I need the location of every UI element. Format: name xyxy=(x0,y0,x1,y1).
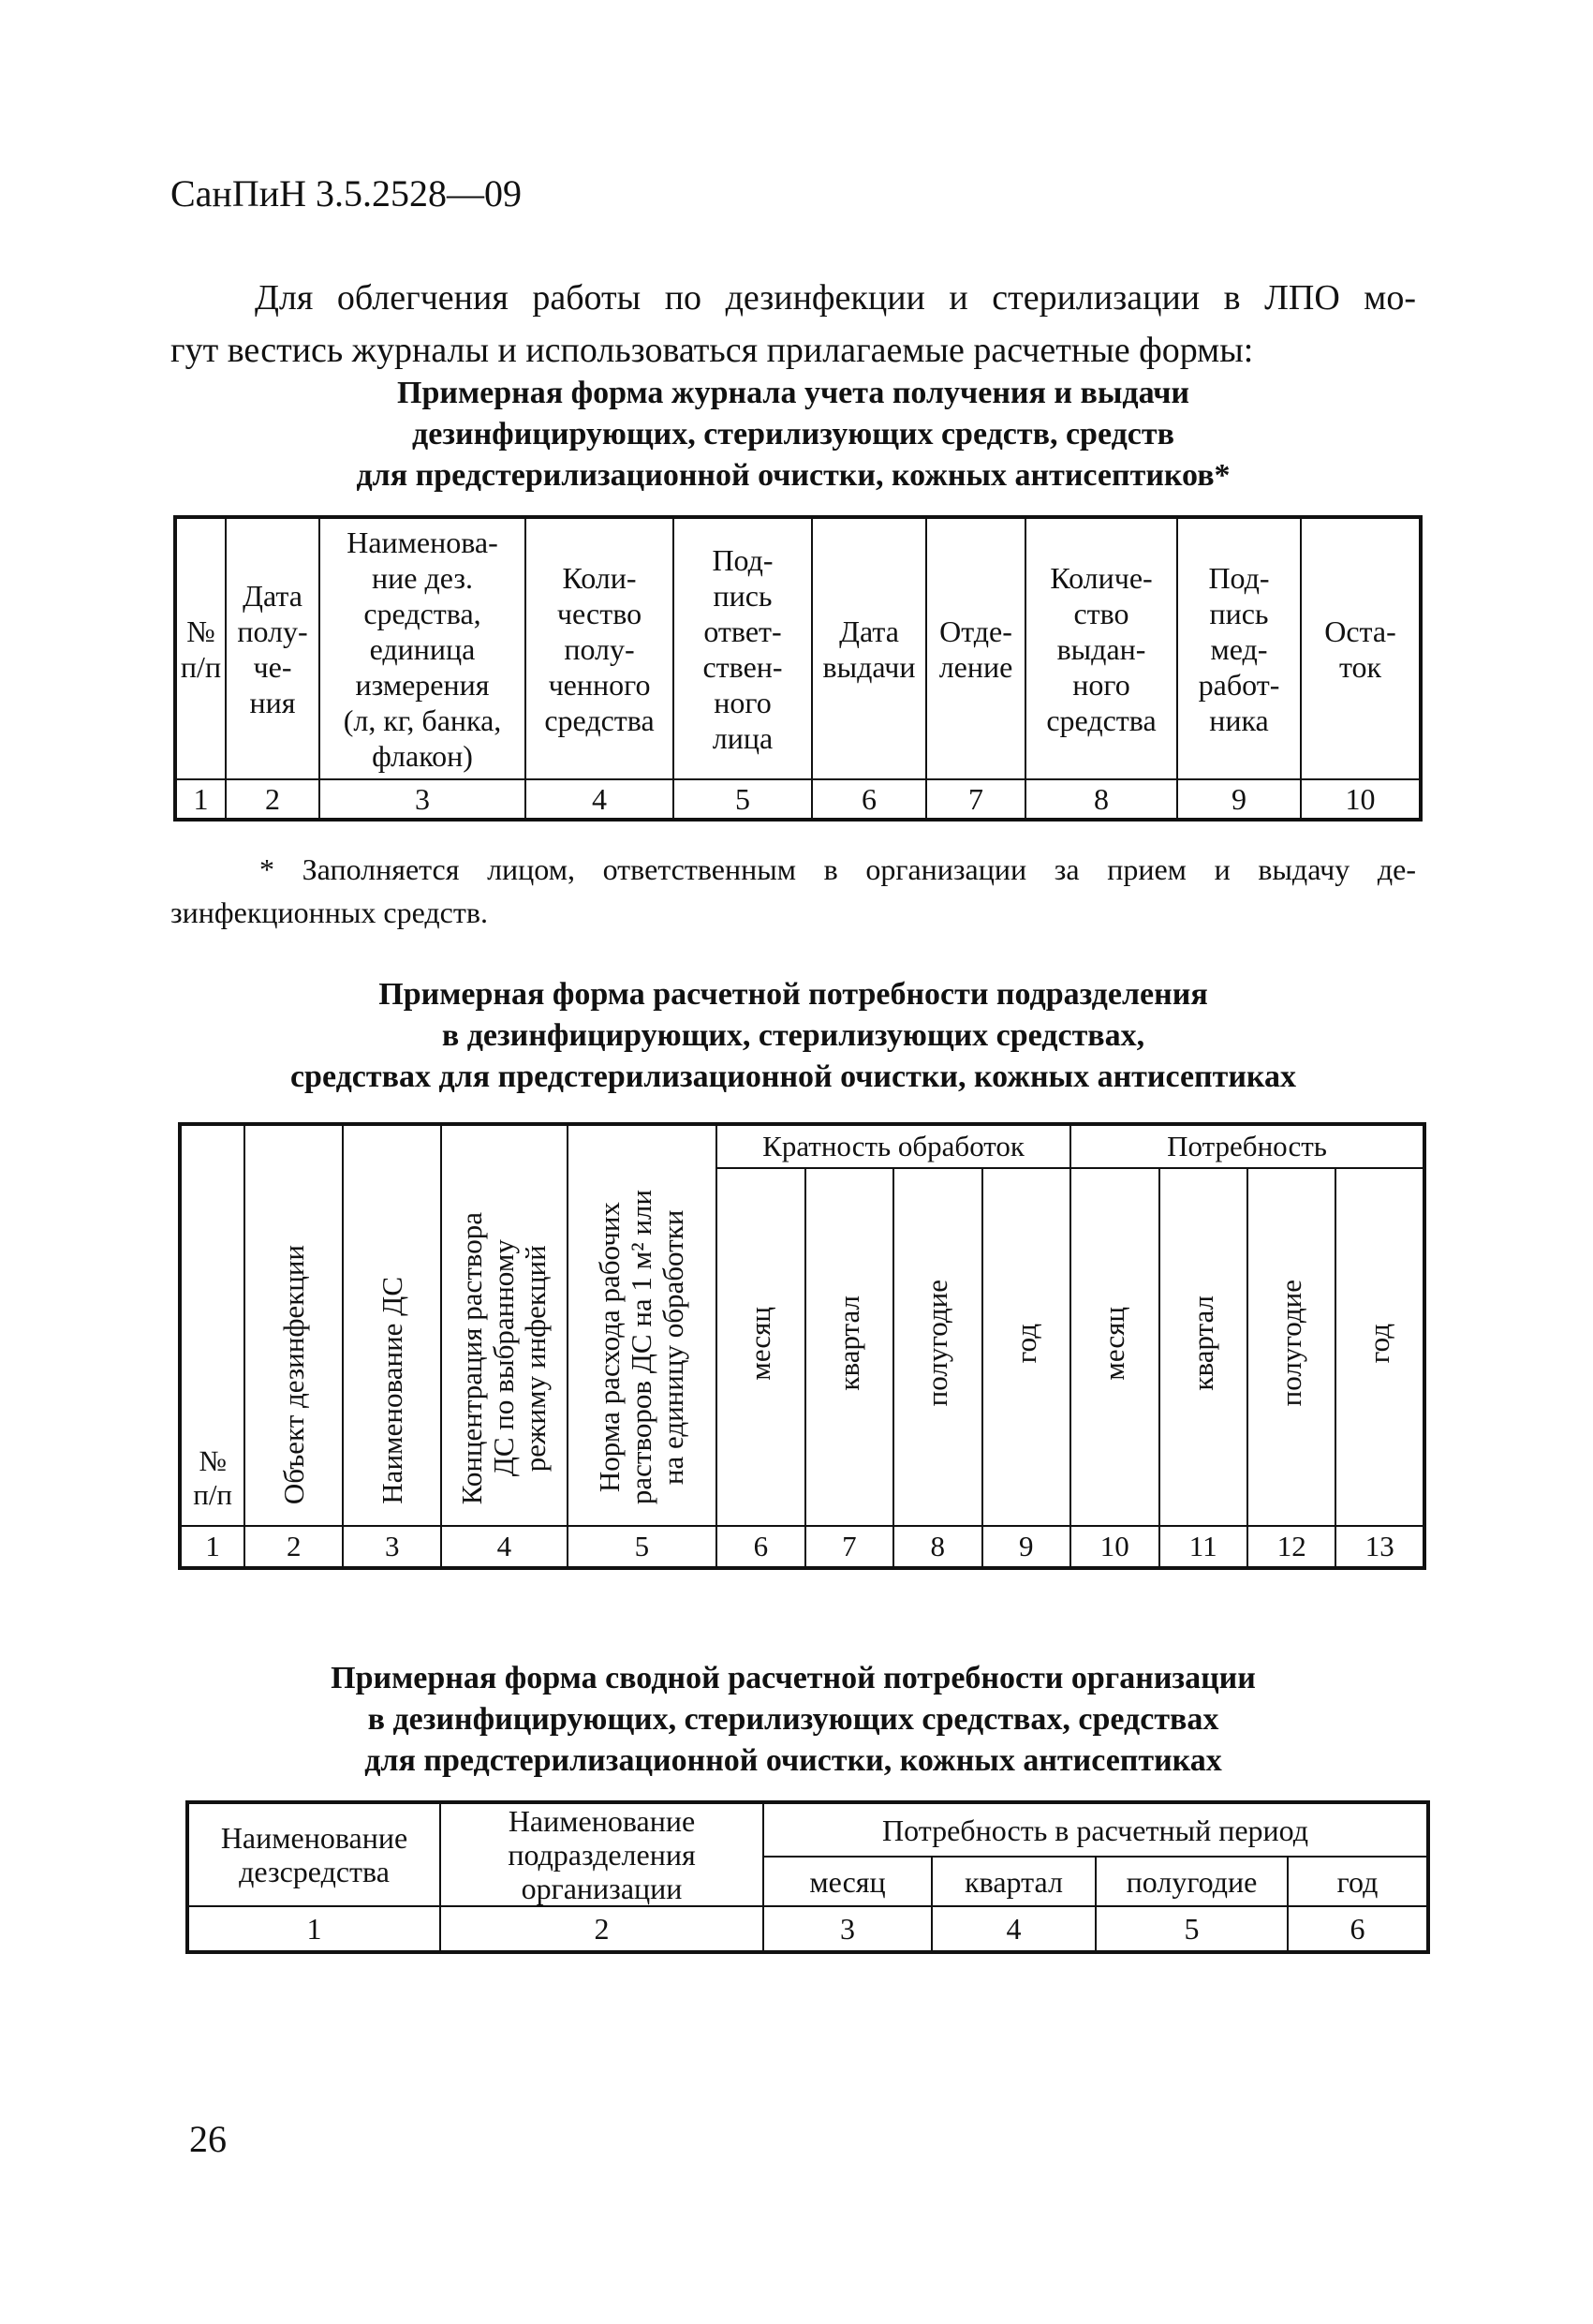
table2-period-label: месяц xyxy=(1098,1306,1131,1381)
table1-journal xyxy=(173,515,1423,822)
table2-header-cell xyxy=(343,1124,441,1526)
table2-number-cell: 5 xyxy=(568,1526,717,1568)
table2-period-cell xyxy=(893,1168,981,1526)
table3-title: Примерная форма сводной расчетной потребности организации в дезинфицирующих, стерилизующих средствах, средствах для предстерилизационной очистки, кожных антисептиках xyxy=(331,1661,1256,1778)
table2-vertical-label: Концентрация раствора ДС по выбранному режиму инфекций xyxy=(455,1211,553,1504)
table2-period-cell xyxy=(1070,1168,1158,1526)
table3-number-cell: 6 xyxy=(1288,1906,1428,1952)
table2-number-cell: 13 xyxy=(1335,1526,1424,1568)
table3-period-cell: полугодие xyxy=(1096,1857,1288,1906)
table2-period-label: месяц xyxy=(744,1306,777,1381)
table2-number-cell: 3 xyxy=(343,1526,441,1568)
table3-number-cell: 5 xyxy=(1096,1906,1288,1952)
table1-header-cell: Наименова- ние дез. средства, единица измерения (л, кг, банка, флакон) xyxy=(319,517,525,779)
table2-vertical-label: Норма расхода рабочих растворов ДС на 1 м² или на единицу обработки xyxy=(593,1189,690,1504)
table2-number-cell: 9 xyxy=(982,1526,1071,1568)
table1-header-cell: № п/п xyxy=(175,517,226,779)
table2-number-cell: 12 xyxy=(1247,1526,1335,1568)
table1-number-row xyxy=(175,779,1421,820)
table2-period-cell xyxy=(1159,1168,1247,1526)
table2-group-header: Потребность xyxy=(1070,1124,1424,1168)
table1-header-cell: Дата полу- че- ния xyxy=(226,517,319,779)
page-number: 26 xyxy=(189,2118,227,2160)
table2-period-label: полугодие xyxy=(921,1280,954,1407)
intro-paragraph xyxy=(170,272,1416,377)
table2-header-cell xyxy=(441,1124,567,1526)
table1-footnote xyxy=(170,848,1416,934)
table1-header-cell: Коли- чество полу- ченного средства xyxy=(525,517,673,779)
table2-period-cell xyxy=(1335,1168,1424,1526)
table2-header-row-1 xyxy=(180,1124,1424,1168)
table1-number-cell: 5 xyxy=(673,779,812,820)
table3-header-row-1 xyxy=(187,1802,1428,1857)
table2-vertical-label: Наименование ДС xyxy=(375,1277,408,1504)
table2-number-cell: 6 xyxy=(716,1526,804,1568)
document-code: СанПиН 3.5.2528—09 xyxy=(170,172,523,215)
table2-number-cell: 10 xyxy=(1070,1526,1158,1568)
table3-period-cell: месяц xyxy=(763,1857,932,1906)
table1-number-cell: 9 xyxy=(1177,779,1301,820)
table2-vertical-label: Объект дезинфекции xyxy=(276,1244,310,1504)
table2-header-cell: № п/п xyxy=(180,1124,244,1526)
table1-number-cell: 1 xyxy=(175,779,226,820)
table1-header-cell: Отде- ление xyxy=(926,517,1025,779)
table3-number-row xyxy=(187,1906,1428,1952)
table2-header-cell xyxy=(568,1124,717,1526)
table1-number-cell: 8 xyxy=(1025,779,1177,820)
table3-period-cell: год xyxy=(1288,1857,1428,1906)
table2-group-header: Кратность обработок xyxy=(716,1124,1070,1168)
intro-line-1: Для облегчения работы по дезинфекции и стерилизации в ЛПО мо- xyxy=(255,278,1416,318)
table2-number-cell: 1 xyxy=(180,1526,244,1568)
table1-number-cell: 3 xyxy=(319,779,525,820)
table2-number-row xyxy=(180,1526,1424,1568)
table1-header-cell: Оста- ток xyxy=(1301,517,1421,779)
table2-period-label: год xyxy=(1363,1323,1396,1364)
table1-title: Примерная форма журнала учета получения и выдачи дезинфицирующих, стерилизующих средств, средств для предстерилизационной очистки, кожных антисептиков* xyxy=(356,376,1231,493)
table2-header-cell xyxy=(244,1124,343,1526)
table3-header-cell: Наименование подразделения организации xyxy=(440,1802,763,1906)
table3-number-cell: 2 xyxy=(440,1906,763,1952)
table2-period-cell xyxy=(716,1168,804,1526)
intro-line-2: гут вестись журналы и использоваться прилагаемые расчетные формы: xyxy=(170,331,1254,370)
table3-number-cell: 4 xyxy=(932,1906,1096,1952)
table1-number-cell: 4 xyxy=(525,779,673,820)
table1-header-cell: Под- пись мед- работ- ника xyxy=(1177,517,1301,779)
table3-number-cell: 3 xyxy=(763,1906,932,1952)
table2-title: Примерная форма расчетной потребности подразделения в дезинфицирующих, стерилизующих средствах, средствах для предстерилизационной очистки, кожных антисептиках xyxy=(289,977,1297,1094)
table2-number-cell: 7 xyxy=(805,1526,893,1568)
table1-header-cell: Количе- ство выдан- ного средства xyxy=(1025,517,1177,779)
table2-number-cell: 8 xyxy=(893,1526,981,1568)
table3-header-cell: Наименование дезсредства xyxy=(187,1802,440,1906)
table2-period-label: полугодие xyxy=(1275,1280,1308,1407)
table2-period-label: квартал xyxy=(832,1295,865,1391)
table3-organization-summary xyxy=(185,1800,1430,1954)
table1-number-cell: 2 xyxy=(226,779,319,820)
footnote-line-1: * Заполняется лицом, ответственным в организации за прием и выдачу де- xyxy=(259,852,1416,886)
table2-period-cell xyxy=(1247,1168,1335,1526)
table2-period-label: год xyxy=(1009,1323,1042,1364)
table2-number-cell: 2 xyxy=(244,1526,343,1568)
table1-number-cell: 6 xyxy=(812,779,926,820)
table2-department-need xyxy=(178,1122,1426,1570)
table1-header-cell: Под- пись ответ- ствен- ного лица xyxy=(673,517,812,779)
table3-number-cell: 1 xyxy=(187,1906,440,1952)
table2-number-cell: 11 xyxy=(1159,1526,1247,1568)
table3-period-cell: квартал xyxy=(932,1857,1096,1906)
table2-period-label: квартал xyxy=(1186,1295,1219,1391)
table3-group-header: Потребность в расчетный период xyxy=(763,1802,1428,1857)
table1-header-cell: Дата выдачи xyxy=(812,517,926,779)
footnote-line-2: зинфекционных средств. xyxy=(170,896,488,929)
table2-period-cell xyxy=(982,1168,1071,1526)
table1-number-cell: 7 xyxy=(926,779,1025,820)
table1-header-row xyxy=(175,517,1421,779)
table2-number-cell: 4 xyxy=(441,1526,567,1568)
table2-period-cell xyxy=(805,1168,893,1526)
table1-number-cell: 10 xyxy=(1301,779,1421,820)
